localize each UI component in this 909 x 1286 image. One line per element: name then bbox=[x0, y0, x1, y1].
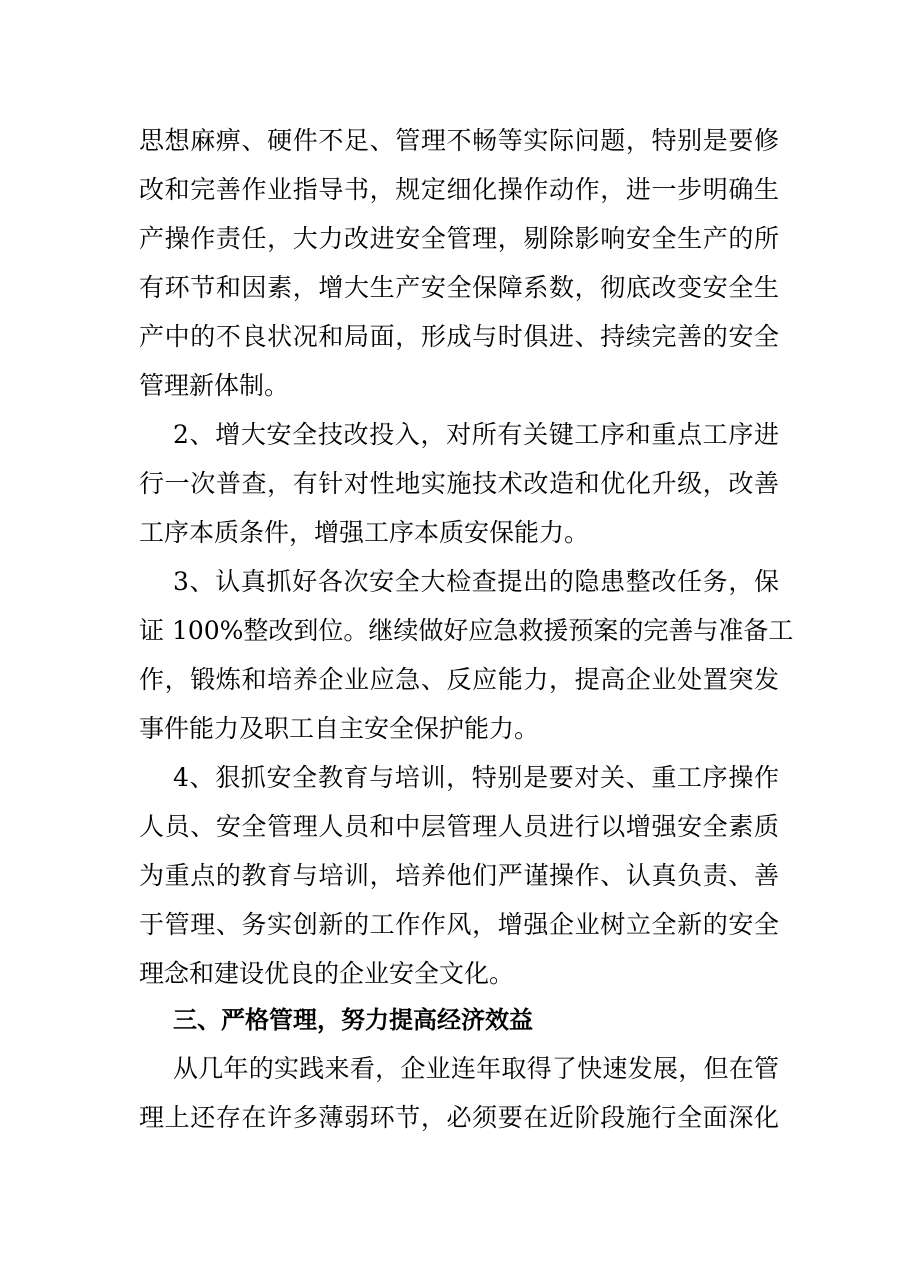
text-line: 事件能力及职工自主安全保护能力。 bbox=[139, 714, 540, 743]
text-line: 思想麻痹、硬件不足、管理不畅等实际问题，特别是要修 bbox=[139, 126, 779, 155]
text-line: 改和完善作业指导书，规定细化操作动作，进一步明确生 bbox=[139, 175, 779, 204]
text-line: 于管理、务实创新的工作作风，增强企业树立全新的安全 bbox=[139, 910, 779, 939]
text-line: 人员、安全管理人员和中层管理人员进行以增强安全素质 bbox=[139, 812, 779, 841]
text-line: 行一次普查，有针对性地实施技术改造和优化升级，改善 bbox=[139, 469, 779, 498]
text-line: 管理新体制。 bbox=[139, 371, 290, 400]
text-line: 理上还存在许多薄弱环节，必须要在近阶段施行全面深化 bbox=[139, 1103, 779, 1132]
text-line: 理念和建设优良的企业安全文化。 bbox=[139, 959, 515, 988]
text-line: 有环节和因素，增大生产安全保障系数，彻底改变安全生 bbox=[139, 273, 779, 302]
text-line-item-4-start: 4、狠抓安全教育与培训，特别是要对关、重工序操作 bbox=[173, 763, 779, 792]
text-line: 作，锻炼和培养企业应急、反应能力，提高企业处置突发 bbox=[139, 665, 779, 694]
text-line: 产中的不良状况和局面，形成与时俱进、持续完善的安全 bbox=[139, 322, 779, 351]
text-line: 工序本质条件，增强工序本质安保能力。 bbox=[139, 518, 590, 547]
text-line: 为重点的教育与培训，培养他们严谨操作、认真负责、善 bbox=[139, 861, 779, 890]
section-heading: 三、严格管理，努力提高经济效益 bbox=[173, 1006, 533, 1034]
text-line: 产操作责任，大力改进安全管理，剔除影响安全生产的所 bbox=[139, 224, 779, 253]
text-line-item-2-start: 2、增大安全技改投入，对所有关键工序和重点工序进 bbox=[173, 420, 779, 449]
text-line-item-3-start: 3、认真抓好各次安全大检查提出的隐患整改任务，保 bbox=[173, 567, 779, 596]
text-line-section-3-start: 从几年的实践来看，企业连年取得了快速发展，但在管 bbox=[173, 1054, 779, 1083]
text-line: 证 100%整改到位。继续做好应急救援预案的完善与准备工 bbox=[139, 616, 794, 645]
